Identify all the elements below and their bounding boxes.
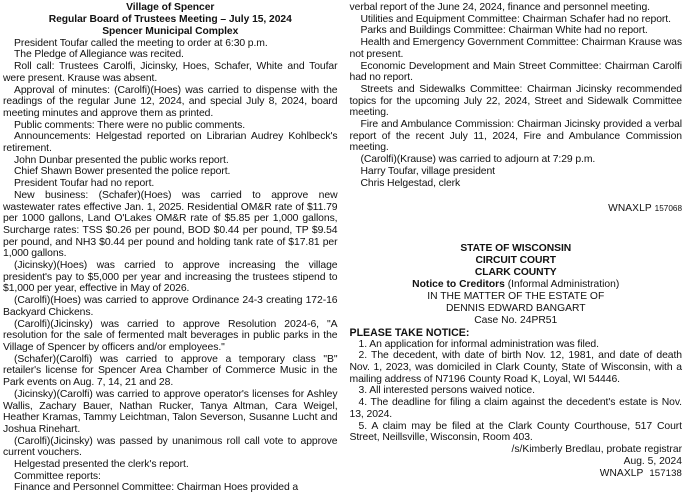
notice-item: 2. The decedent, with date of birth Nov. 12, 1981, and date of death Nov. 1, 2023, was domiciled in Clark County, State of Wisconsin, with a mailing address of N7196 County Road K, Loyal, WI 54446. — [350, 350, 683, 385]
minutes-paragraph: The Pledge of Allegiance was recited. — [3, 49, 338, 61]
minutes-paragraph: President Toufar called the meeting to order at 6:30 p.m. — [3, 38, 338, 50]
minutes-continuation-paragraph: Fire and Ambulance Commission: Chairman Jicinsky provided a verbal report of the recent July 11, 2024, Fire and Ambulance Commission meeting. — [350, 119, 683, 154]
minutes-paragraph: Chief Shawn Bower presented the police report. — [3, 166, 338, 178]
minutes-continuation-paragraph: Health and Emergency Government Committee: Chairman Krause was not present. — [350, 37, 683, 60]
wnaxlp-code: 157138 — [643, 468, 682, 479]
wnaxlp-label: WNAXLP — [608, 203, 652, 214]
minutes-continuation-paragraph: Streets and Sidewalks Committee: Chairman Jicinsky recommended topics for the upcoming July 22, 2024, Street and Sidewalk Committee meeting. — [350, 84, 683, 119]
clerk-signature: Chris Helgestad, clerk — [350, 178, 683, 190]
notice-item: 3. All interested persons waived notice. — [350, 385, 683, 397]
notice-title-rest: (Informal Administration) — [505, 279, 619, 290]
minutes-paragraph: Approval of minutes: (Carolfi)(Hoes) was carried to dispense with the readings of the regular June 12, 2024, and special July 8, 2024, board meeting minutes and approve them as printed. — [3, 85, 338, 120]
notice-item: 1. An application for informal administration was filed. — [350, 339, 683, 351]
minutes-paragraph: (Carolfi)(Jicinsky) was passed by unanimous roll call vote to approve current vouchers. — [3, 436, 338, 459]
minutes-paragraph: (Jicinsky)(Hoes) was carried to approve increasing the village president's pay to $5,000 per year and increasing the trustees stipend to $1,000 per year, effective in May of 2026. — [3, 260, 338, 295]
notice-case-number: Case No. 24PR51 — [350, 315, 683, 327]
notice-date: Aug. 5, 2024 — [350, 456, 683, 468]
minutes-continuation-paragraph: Parks and Buildings Committee: Chairman White had no report. — [350, 25, 683, 37]
please-take-notice-heading: PLEASE TAKE NOTICE: — [350, 327, 683, 339]
right-column — [343, 0, 685, 461]
notice-decedent-name: DENNIS EDWARD BANGART — [350, 303, 683, 315]
minutes-paragraph: Announcements: Helgestad reported on Librarian Audrey Kohlbeck's retirement. — [3, 131, 338, 154]
minutes-paragraph: (Carolfi)(Hoes) was carried to approve Ordinance 24-3 creating 172-16 Backyard Chickens. — [3, 295, 338, 318]
minutes-continuation-paragraph: Utilities and Equipment Committee: Chairman Schafer had no report. — [350, 14, 683, 26]
notice-title — [350, 279, 683, 291]
notice-matter-line: IN THE MATTER OF THE ESTATE OF — [350, 291, 683, 303]
minutes-paragraph: (Schafer)(Carolfi) was carried to approve a temporary class "B" retailer's license for Spencer Area Chamber of Commerce Music in the Park events on Aug. 7, 14, 21 and 28. — [3, 354, 338, 389]
left-column — [0, 0, 343, 461]
section-divider-space — [350, 215, 683, 243]
minutes-paragraph: Roll call: Trustees Carolfi, Jicinsky, Hoes, Schafer, White and Toufar were present. Krause was absent. — [3, 61, 338, 84]
minutes-paragraph: President Toufar had no report. — [3, 178, 338, 190]
minutes-paragraph: (Carolfi)(Jicinsky) was carried to approve Resolution 2024-6, "A resolution for the sale of fermented malt beverages in public parks in the Village of Spencer by officers and/or employees." — [3, 319, 338, 354]
meeting-heading-line-3: Spencer Municipal Complex — [3, 26, 338, 38]
probate-registrar-signature: /s/Kimberly Bredlau, probate registrar — [350, 444, 683, 456]
minutes-continuation-paragraph: verbal report of the June 24, 2024, finance and personnel meeting. — [350, 2, 683, 14]
wnaxlp-label: WNAXLP — [600, 468, 644, 479]
minutes-paragraph-continued: Finance and Personnel Committee: Chairman Hoes provided a — [3, 482, 338, 494]
notice-title-bold: Notice to Creditors — [412, 279, 505, 290]
minutes-paragraph: New business: (Schafer)(Hoes) was carried to approve new wastewater rates effective Jan. 1, 2025. Residential OM&R rate of $11.79 per 1000 gallons, Land O'Lakes OM&R rate of $5.85 per 1,000 gallons, Surcharge rates: TSS $0.26 per pound, BOD $0.44 per pound, TP $9.54 per pound, and NH3 $0.44 per pound and holding tank rate of $17.81 per 1,000 gallons. — [3, 190, 338, 260]
minutes-paragraph: John Dunbar presented the public works report. — [3, 155, 338, 167]
wnaxlp-code: 157068 — [655, 204, 682, 213]
meeting-heading-line-2: Regular Board of Trustees Meeting – July 15, 2024 — [3, 14, 338, 26]
notice-heading-court: CIRCUIT COURT — [350, 255, 683, 267]
notice-heading-county: CLARK COUNTY — [350, 267, 683, 279]
minutes-paragraph: Committee reports: — [3, 471, 338, 483]
village-president-signature: Harry Toufar, village president — [350, 166, 683, 178]
minutes-paragraph: Helgestad presented the clerk's report. — [3, 459, 338, 471]
wnaxlp-notice-2 — [350, 468, 683, 480]
minutes-paragraph: (Jicinsky)(Carolfi) was carried to approve operator's licenses for Ashley Wallis, Zachary Bauer, Nathan Rucker, Tanya Altman, Cara Weigel, Heather Kramas, Tammy Leichtman, Talon Severson, Susanne Lucht and Joshua Rinehart. — [3, 389, 338, 436]
meeting-heading-line-1: Village of Spencer — [3, 2, 338, 14]
minutes-continuation-paragraph: Economic Development and Main Street Committee: Chairman Carolfi had no report. — [350, 61, 683, 84]
notice-item: 4. The deadline for filing a claim against the decedent's estate is Nov. 13, 2024. — [350, 397, 683, 420]
wnaxlp-notice-1 — [350, 202, 683, 215]
notice-heading-state: STATE OF WISCONSIN — [350, 243, 683, 255]
minutes-adjournment-paragraph: (Carolfi)(Krause) was carried to adjourn at 7:29 p.m. — [350, 154, 683, 166]
minutes-paragraph: Public comments: There were no public comments. — [3, 120, 338, 132]
notice-item: 5. A claim may be filed at the Clark County Courthouse, 517 Court Street, Neillsville, Wisconsin, Room 403. — [350, 421, 683, 444]
